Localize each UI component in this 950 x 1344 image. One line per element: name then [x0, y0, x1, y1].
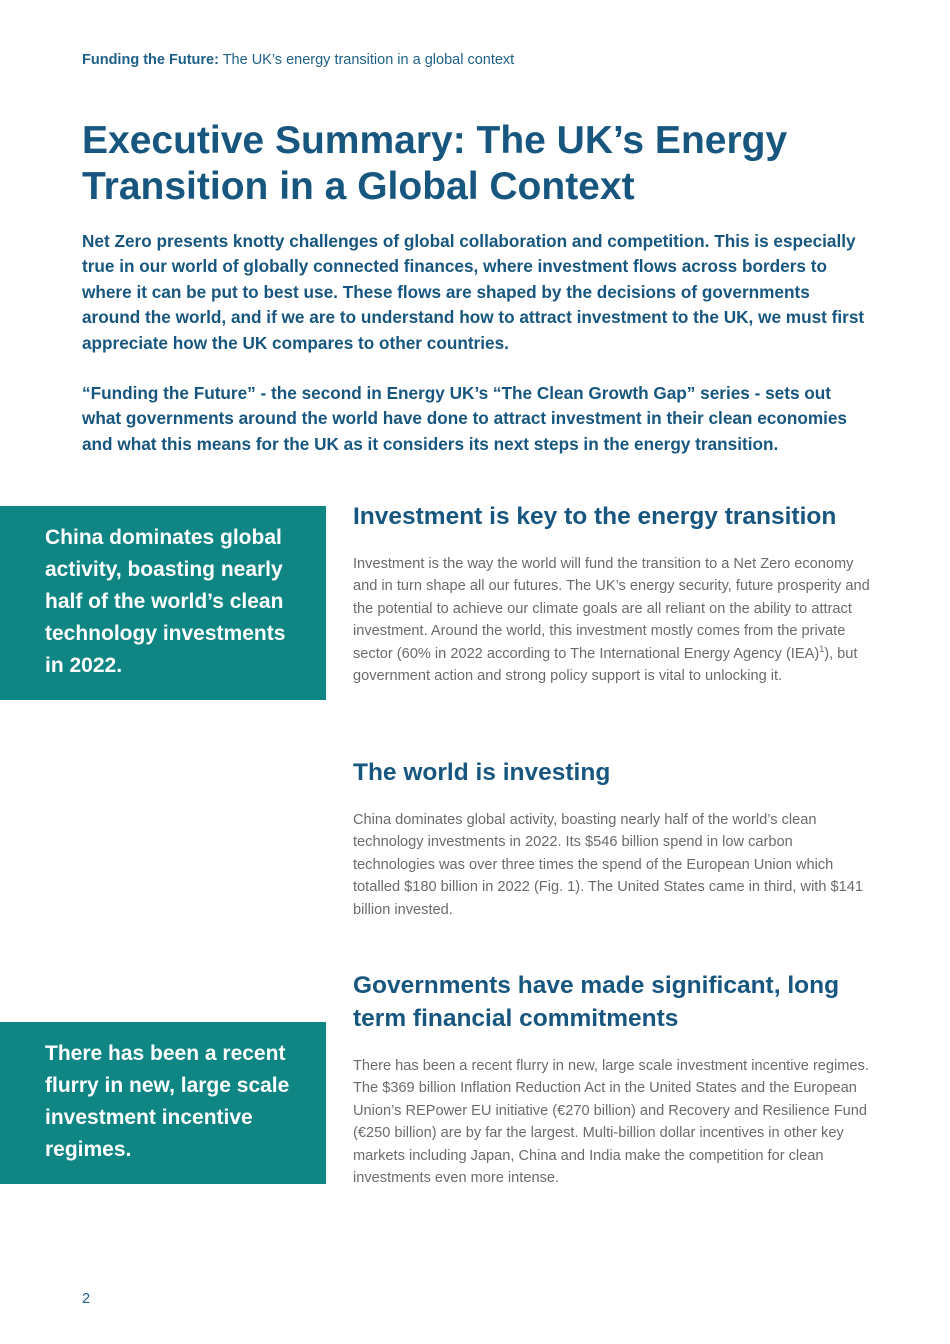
- section-body-world-investing: China dominates global activity, boasting nearly half of the world’s clean technology investments in 2022. Its $546 billion spend in low carbon technologies was over three times the spend of the European Union which totalled $180 billion in 2022 (Fig. 1). The United States came in third, with $141 billion invested.: [353, 812, 863, 918]
- running-header: [82, 52, 514, 68]
- page-number: 2: [82, 1291, 91, 1307]
- running-header-series: Funding the Future:: [82, 52, 219, 68]
- section-body-investment-key: [353, 553, 873, 687]
- section-body-investment-key-text-b: ), but government action and strong policy support is vital to unlocking it.: [353, 645, 858, 685]
- pull-quote-china: China dominates global activity, boasting nearly half of the world’s clean technology investments in 2022.: [0, 506, 326, 700]
- intro-paragraph-2: “Funding the Future” - the second in Energy UK’s “The Clean Growth Gap” series - sets out what governments around the world have done to attract investment in their clean economies and what this means for the UK as it considers its next steps in the energy transition.: [82, 383, 847, 454]
- section-body-investment-key-text-a: Investment is the way the world will fund the transition to a Net Zero economy and in turn shape all our futures. The UK’s energy security, future prosperity and the potential to achieve our climate goals are all reliant on the ability to attract investment. Around the world, this investment mostly comes from the private sector (60% in 2022 according to The International Energy Agency (IEA): [353, 556, 870, 662]
- section-heading-world-investing: The world is investing: [353, 759, 611, 786]
- footnote-ref: 1: [819, 643, 825, 654]
- section-body-government-commitments: There has been a recent flurry in new, large scale investment incentive regimes. The $369 billion Inflation Reduction Act in the United States and the European Union’s REPower EU initiative (€270 billion) and Recovery and Resilience Fund (€250 billion) are by far the largest. Multi-billion dollar incentives in other key markets including Japan, China and India make the competition for clean investments even more intense.: [353, 1058, 869, 1187]
- section-heading-government-commitments: Governments have made significant, long term financial commitments: [353, 972, 840, 1032]
- section-heading-investment-key: Investment is key to the energy transition: [353, 503, 837, 530]
- page-title: Executive Summary: The UK’s Energy Transition in a Global Context: [82, 119, 788, 208]
- intro-paragraph-1: Net Zero presents knotty challenges of global collaboration and competition. This is especially true in our world of globally connected finances, where investment flows across borders to where it can be put to best use. These flows are shaped by the decisions of governments around the world, and if we are to understand how to attract investment to the UK, we must first appreciate how the UK compares to other countries.: [82, 231, 865, 353]
- running-header-subtitle: The UK’s energy transition in a global context: [218, 52, 515, 68]
- pull-quote-incentives: There has been a recent flurry in new, large scale investment incentive regimes.: [0, 1022, 326, 1184]
